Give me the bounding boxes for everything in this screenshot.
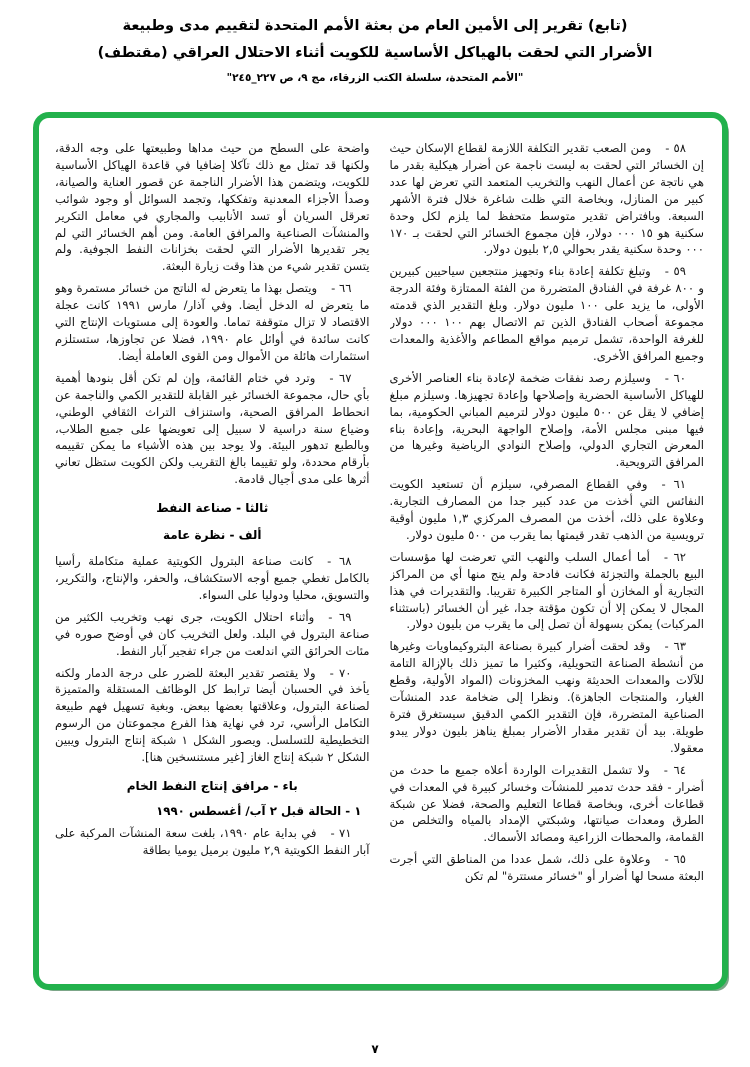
paragraph-continuation: واضحة على السطح من حيث مداها وطبيعتها على وجه الدقة، ولكنها قد تمثل مع ذلك تآكلا إضافيا في قاعدة الهياكل الأساسية للكويت، ويتضمن هذا الأضرار الناجمة عن قصور العناية والصيانة، وصدأ الأجزاء المعدنية وتفككها، وتجمد السوائل أو وجود شوائب تعرقل السريان أو تسد الأنابيب والمجاري في معامل التكرير والمنشآت الصناعية والمرافق العامة. ومن أهم الخسائر التي لم يجر تقديرها الأضرار التي لحقت بخزانات النفط الجوفية. ولم يتسن تقدير شيء من هذا وقت زيارة البعثة. xyxy=(55,141,370,274)
paragraph-number: ٧٠ - xyxy=(329,665,352,680)
paragraph-number: ٦٣ - xyxy=(664,639,687,654)
paragraph: ٥٩ -وتبلغ تكلفة إعادة بناء وتجهيز منتجعين سياحيين كبيرين و ٨٠٠ غرفة في الفنادق المتضررة من الفئة الممتازة وفئة الدرجة الأولى، ما يزيد على ١٠٠ مليون دولار. وبلغ التقدير الذي قدمته مجموعة أصحاب الفنادق الذين تم الاتصال بهم ١٠٠ ٠٠٠ دولار للغرفة الواحدة، تشمل ترميم مواقع المطاعم والأغذية والمعدات وجميع المرافق الأخرى. xyxy=(389,264,704,363)
paragraph: ٧٠ -ولا يقتصر تقدير البعثة للضرر على درجة الدمار ولكنه يأخذ في الحسبان أيضا ترابط كل الوظائف المستقلة والمتميزة لصناعة البترول، وعلاقتها بعضها ببعض. وبغية تسهيل فهم طبيعة التكامل الرأسي، ترد في نهاية هذا الفرع مجموعتان من الرسوم التخطيطية للتسلسل. ويصور الشكل ١ شبكة إنتاج البترول ويبين الشكل ٢ شبكة إنتاج الغاز [غير مستنسخين هنا]. xyxy=(55,665,370,765)
paragraph-number: ٥٨ - xyxy=(665,141,686,155)
paragraph-number: ٦١ - xyxy=(661,477,686,492)
paragraph-number: ٦٩ - xyxy=(328,609,352,624)
paragraph-number: ٦٥ - xyxy=(664,852,686,867)
paragraph-number: ٦٨ - xyxy=(327,554,352,569)
paragraph: ٦١ -وفي القطاع المصرفي، سيلزم أن تستعيد الكويت النفائس التي أخذت من عدد كبير جدا من المصارف التجارية. وعلاوة على ذلك، أخذت من المصرف المركزي ١,٣ مليون أوقية ترويسية من الذهب تقدر قيمتها بما يقرب من ٥٠٠ مليون دولار. xyxy=(389,477,704,542)
column-left xyxy=(55,140,370,974)
paragraph: ٦٠ -وسيلزم رصد نفقات ضخمة لإعادة بناء العناصر الأخرى للهياكل الأساسية الحضرية وإصلاحها وإعادة تجهيزها. وسيلزم مبلغ إضافي لا يقل عن ٥٠٠ مليون دولار لترميم المباني الحكومية، بما فيها مبنى مجلس الأمة، وإصلاح الواجهة البحرية، وإعادة بناء المعرض التجاري الدولي، وإصلاح النوادي الرياضية وغيرها من المرافق الترويحية. xyxy=(389,370,704,470)
column-right xyxy=(390,140,705,974)
paragraph: ٦٤ -ولا تشمل التقديرات الواردة أعلاه جميع ما حدث من أضرار - فقد حدث تدمير للمنشآت وخسائر كبيرة في المعدات في قطاعات أخرى، وبخاصة قطاعا التعليم والصحة، فضلا عن شبكة الطرق ومعدات صيانتها، وشبكتي الإمداد بالمياه والتخلص من القمامة، والمحطات الزراعية ومصائد الأسماك. xyxy=(389,762,704,845)
paragraph: ٦٧ -وترد في ختام القائمة، وإن لم تكن أقل بنودها أهمية بأي حال، مجموعة الخسائر غير القابلة للتقدير الكمي والناجمة عن انحطاط المرافق الصحية، واستنزاف التراث الثقافي الوطني، وضياع سنة دراسية لا سبيل إلى تعويضها على جميع الطلاب، وبالطبع تدهور البيئة. ولا يوجد بين هذه الأشياء ما يمكن تقييمه بأرقام محددة، ولو تقييما بالغ التقريب ولكن الكويت ستظل تعاني أثرها على مدى أجيال قادمة. xyxy=(55,370,370,487)
section-heading: ثالثا - صناعة النفط xyxy=(156,501,269,516)
document-footer xyxy=(0,1038,750,1057)
document-title-line-2: الأضرار التي لحقت بالهياكل الأساسية للكويت أثناء الاحتلال العراقي (مقتطف) xyxy=(97,45,653,61)
paragraph-number: ٦٧ - xyxy=(329,370,352,385)
content-frame xyxy=(33,112,728,990)
paragraph: ٦٣ -وقد لحقت أضرار كبيرة بصناعة البتروكيماويات وغيرها من أنشطة الصناعة التحويلية، وكثيرا ما تميز ذلك بالإزالة التامة للآلات والمعدات الحديثة ونهب المخزونات (المواد الأولية، وقطع الغيار، والمنتجات الجاهزة). ونظرا إلى ضخامة عدد المنشآت الصناعية المتضررة، فإن التقدير الكمي الدقيق سيستغرق فترة طويلة. بيد أن تقدير مقدار الأضرار بمبلغ يناهز بليون دولار يبدو معقولا. xyxy=(389,639,704,755)
section-heading: ألف - نظرة عامة xyxy=(162,528,262,543)
paragraph-number: ٧١ - xyxy=(330,826,352,840)
paragraph: ٥٨ -ومن الصعب تقدير التكلفة اللازمة لقطاع الإسكان حيث إن الخسائر التي لحقت به ليست ناجمة عن أضرار هيكلية بقدر ما هي ناتجة عن أعمال النهب والتخريب المتعمد التي تعرض لها عدد كبير من المنازل، وبخاصة التي ظلت شاغرة خلال فترة الأشهر السبعة. وبافتراض تقدير متوسط متحفظ لما يلزم لكل وحدة سكنية هو ١٥ ٠٠٠ دولار، فإن مجموع الخسائر التي لحقت بـ ١٧٠ ٠٠٠ وحدة سكنية يقدر بحوالي ٢,٥ بليون دولار. xyxy=(389,141,704,257)
document-header xyxy=(0,0,750,84)
paragraph-number: ٦٢ - xyxy=(663,549,686,564)
paragraph-number: ٦٠ - xyxy=(664,370,686,385)
paragraph: ٧١ -في بداية عام ١٩٩٠، بلغت سعة المنشآت المركبة على آبار النفط الكويتية ٢,٩ مليون برميل يوميا بطاقة xyxy=(55,826,370,857)
paragraph: ٦٨ -كانت صناعة البترول الكويتية عملية متكاملة رأسيا بالكامل تغطي جميع أوجه الاستكشاف، والحفر، والإنتاج، والتكرير، والتسويق، محليا ودوليا على السواء. xyxy=(55,554,370,602)
paragraph-number: ٥٩ - xyxy=(664,264,686,279)
section-heading: باء - مرافق إنتاج النفط الخام xyxy=(126,779,298,793)
paragraph: ٦٦ -ويتصل بهذا ما يتعرض له الناتج من خسائر مستمرة وهو ما يتعرض له الدخل أيضا. وفي آذار/ مارس ١٩٩١ كانت عجلة الاقتصاد لا تزال متوقفة تماما. والعودة إلى مستويات الإنتاج التي كانت سائدة في أوائل عام ١٩٩٠، فضلا عن تجاوزها، ستستلزم استثمارات هائلة من الأموال ومن القوى العاملة أيضا. xyxy=(55,281,370,363)
paragraph-number: ٦٤ - xyxy=(663,762,686,777)
paragraph: ٦٢ -أما أعمال السلب والنهب التي تعرضت لها مؤسسات البيع بالجملة والتجزئة فكانت فادحة ولم ينج منها أي من المراكز التجارية أو المخازن أو المتاجر الكبيرة تقريبا. والتقديرات في هذا المجال لا يمكن إلا أن تكون مؤقتة جدا، غير أن الخسائر (باستثناء المركبات) يمكن بسهولة أن تصل إلى ما يقرب من بليون دولار. xyxy=(389,549,704,632)
document-source-citation: "الأمم المتحدة، سلسلة الكتب الزرقاء، مج ٩، ص ٢٢٧_٢٤٥" xyxy=(226,72,524,84)
page-number: ٧ xyxy=(371,1042,379,1056)
subsection-heading: ١ - الحالة قبل ٢ آب/ أغسطس ١٩٩٠ xyxy=(156,804,362,818)
paragraph-number: ٦٦ - xyxy=(331,281,352,296)
document-title-line-1: (تابع) تقرير إلى الأمين العام من بعثة الأمم المتحدة لتقييم مدى وطبيعة xyxy=(122,18,628,34)
paragraph: ٦٩ -وأثناء احتلال الكويت، جرى نهب وتخريب الكثير من صناعة البترول في البلد. ولعل التخريب كان في أوضح صوره في مئات الحرائق التي اندلعت من جراء تفجير آبار النفط. xyxy=(55,609,370,658)
paragraph: ٦٥ -وعلاوة على ذلك، شمل عددا من المناطق التي أجرت البعثة مسحا لها أضرار أو "خسائر مستترة" لم تكن xyxy=(389,852,704,884)
